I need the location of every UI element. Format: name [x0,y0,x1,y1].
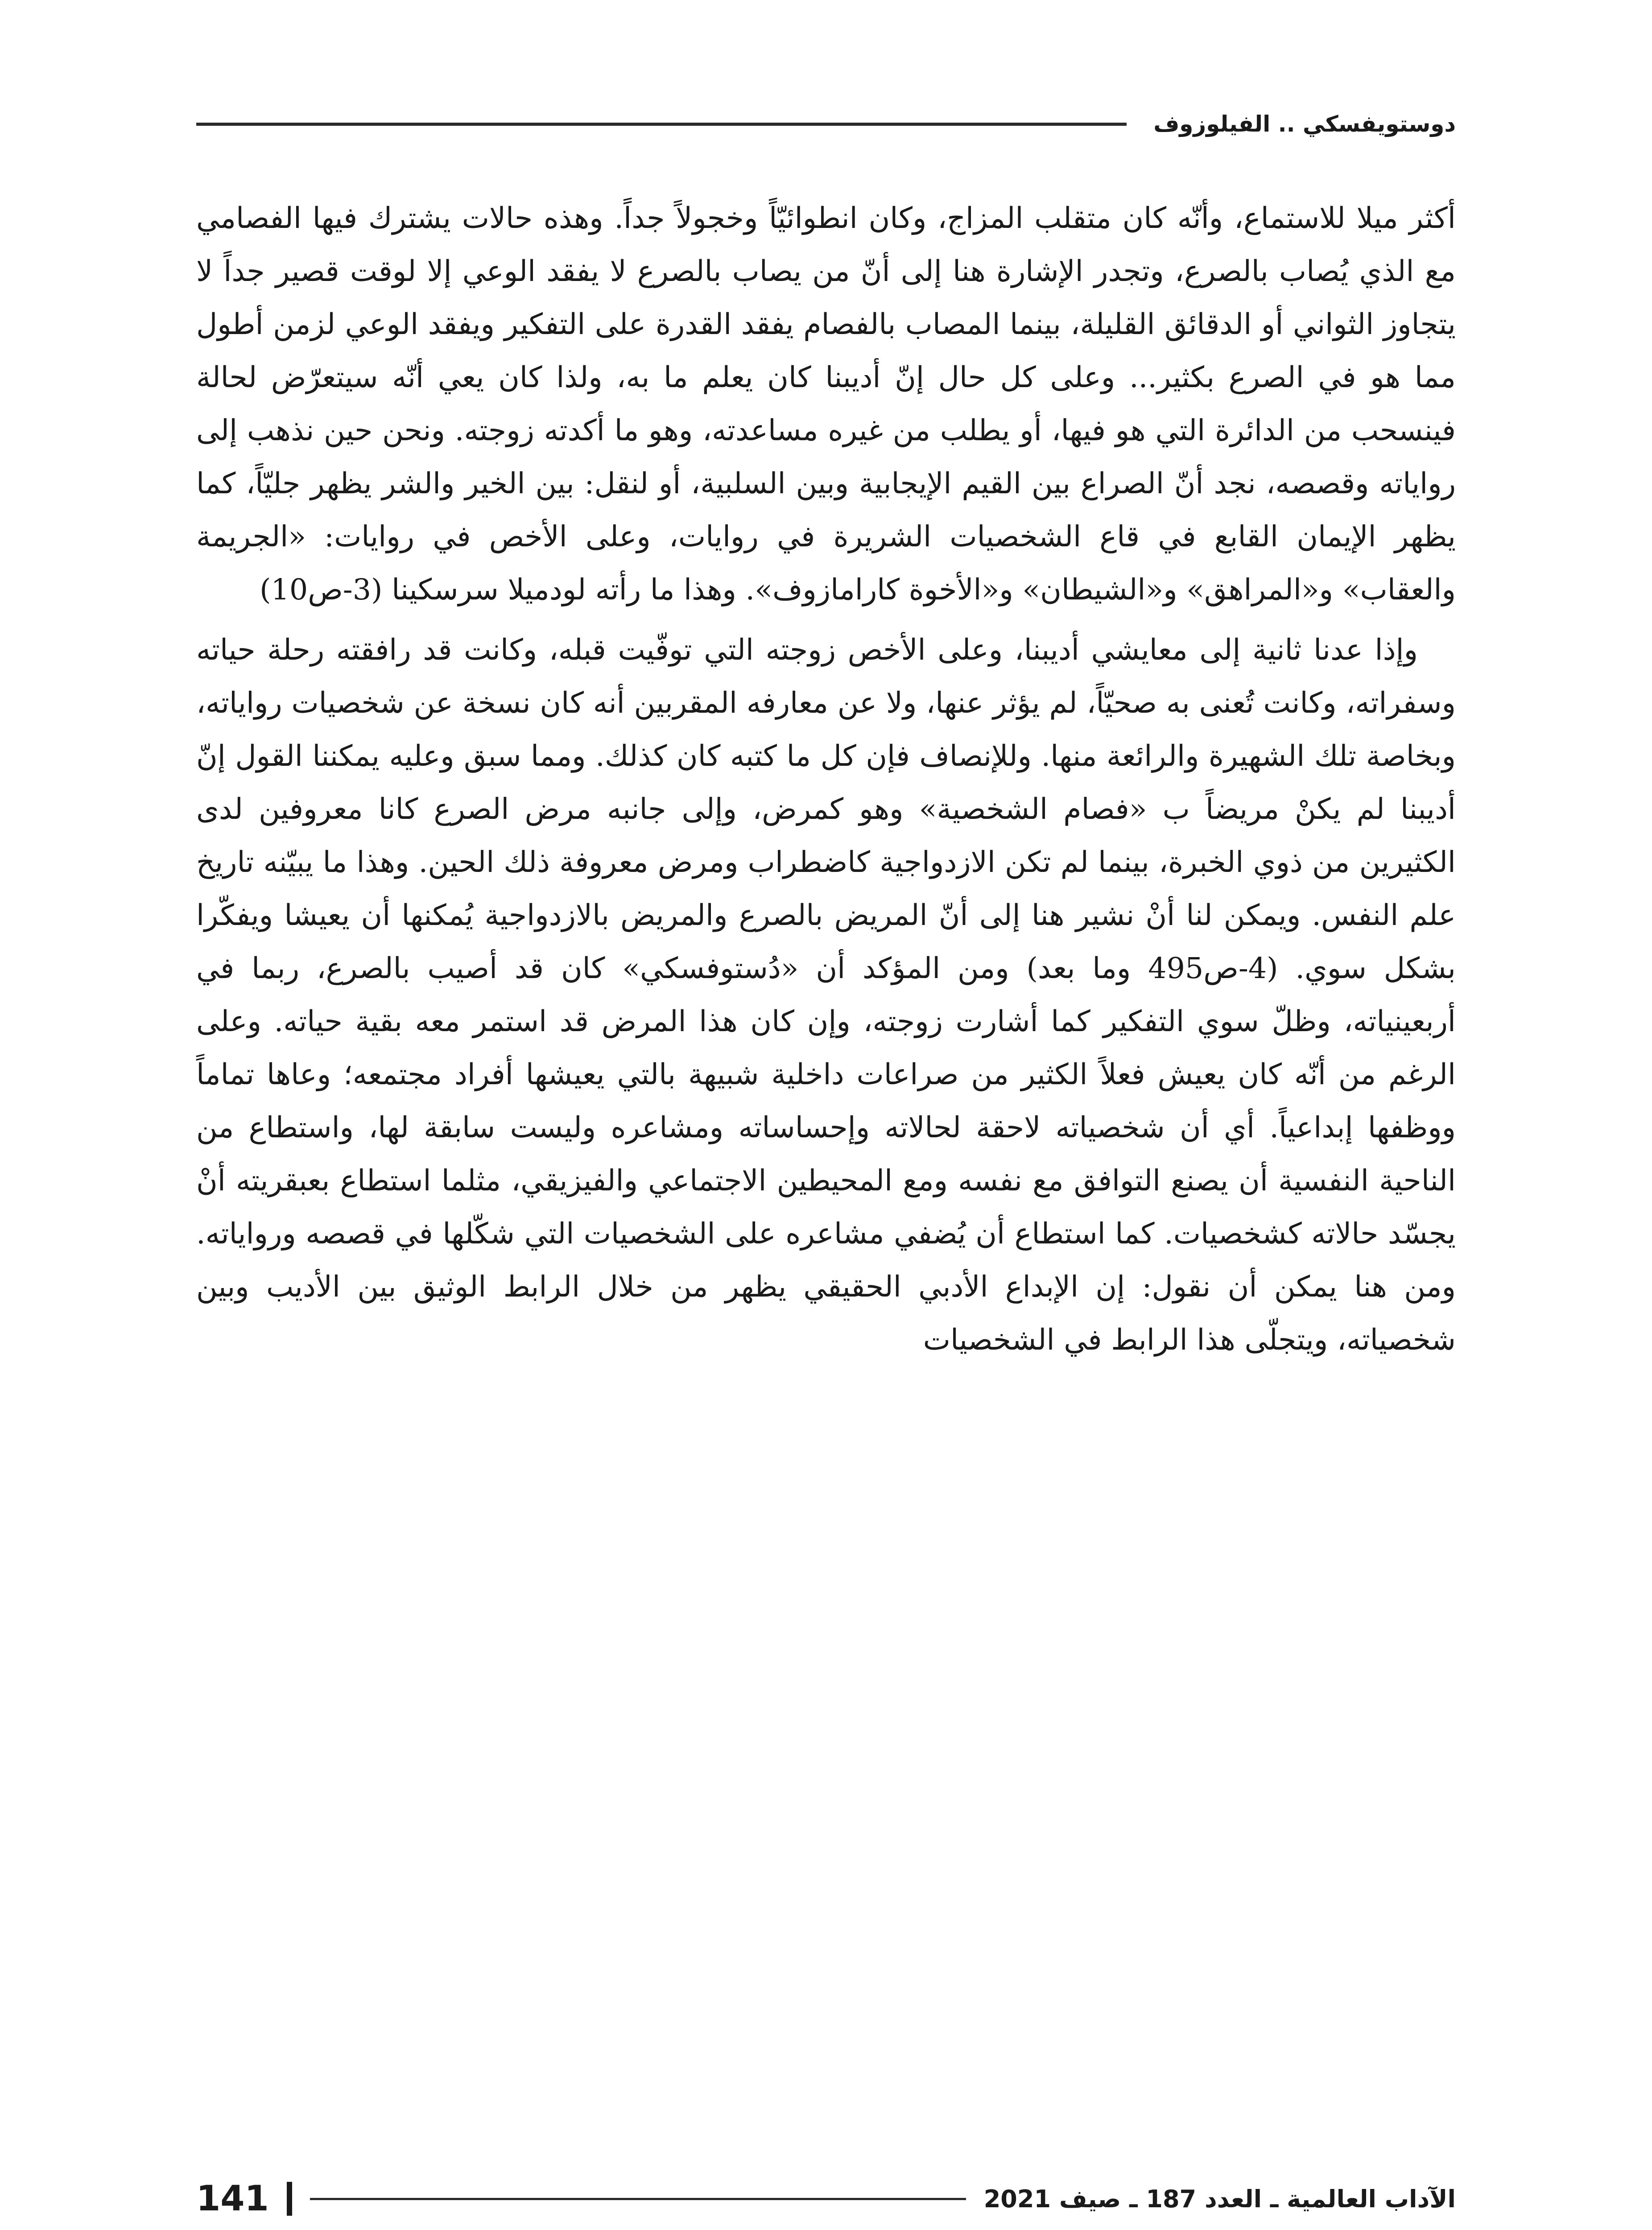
paragraph-2: وإذا عدنا ثانية إلى معايشي أديبنا، وعلى الأخص زوجته التي توفّيت قبله، وكانت قد رافقته رحلة حياته وسفراته، وكانت تُعنى به صحيّاً، لم يؤثر عنها، ولا عن معارفه المقربين أنه كان نسخة عن شخصيات رواياته، وبخاصة تلك الشهيرة والرائعة منها. وللإنصاف فإن كل ما كتبه كان كذلك. ومما سبق وعليه يمكننا القول إنّ أديبنا لم يكنْ مريضاً ب «فصام الشخصية» وهو كمرض، وإلى جانبه مرض الصرع كانا معروفين لدى الكثيرين من ذوي الخبرة، بينما لم تكن الازدواجية كاضطراب ومرض معروفة ذلك الحين. وهذا ما يبيّنه تاريخ علم النفس. ويمكن لنا أنْ نشير هنا إلى أنّ المريض بالصرع والمريض بالازدواجية يُمكنها أن يعيشا ويفكّرا بشكل سوي. (4-ص495 وما بعد) ومن المؤكد أن «دُستوفسكي» كان قد أصيب بالصرع، ربما في أربعينياته، وظلّ سوي التفكير كما أشارت زوجته، وإن كان هذا المرض قد استمر معه بقية حياته. وعلى الرغم من أنّه كان يعيش فعلاً الكثير من صراعات داخلية شبيهة بالتي يعيشها أفراد مجتمعه؛ وعاها تماماً ووظفها إبداعياً. أي أن شخصياته لاحقة لحالاته وإحساساته ومشاعره وليست سابقة لها، واستطاع من الناحية النفسية أن يصنع التوافق مع نفسه ومع المحيطين الاجتماعي والفيزيقي، مثلما استطاع بعبقريته أنْ يجسّد حالاته كشخصيات. كما استطاع أن يُضفي مشاعره على الشخصيات التي شكّلها في قصصه ورواياته. ومن هنا يمكن أن نقول: إن الإبداع الأدبي الحقيقي يظهر من خلال الرابط الوثيق بين الأديب وبين شخصياته، ويتجلّى هذا الرابط في الشخصيات [196,633,1456,1357]
page-header [196,106,1456,142]
footer-bar [287,2182,292,2216]
article-body [196,192,1456,1374]
paragraph-1: أكثر ميلا للاستماع، وأنّه كان متقلب المزاج، وكان انطوائيّاً وخجولاً جداً. وهذه حالات يشترك فيها الفصامي مع الذي يُصاب بالصرع، وتجدر الإشارة هنا إلى أنّ من يصاب بالصرع لا يفقد الوعي إلا لوقت قصير جداً لا يتجاوز الثواني أو الدقائق القليلة، بينما المصاب بالفصام يفقد القدرة على التفكير ويفقد الوعي لزمن أطول مما هو في الصرع بكثير... وعلى كل حال إنّ أديبنا كان يعلم ما به، ولذا كان يعي أنّه سيتعرّض لحالة فينسحب من الدائرة التي هو فيها، أو يطلب من غيره مساعدته، وهو ما أكدته زوجته. ونحن حين نذهب إلى رواياته وقصصه، نجد أنّ الصراع بين القيم الإيجابية وبين السلبية، أو لنقل: بين الخير والشر يظهر جليّاً، كما يظهر الإيمان القابع في قاع الشخصيات الشريرة في روايات، وعلى الأخص في روايات: «الجريمة والعقاب» و«المراهق» و«الشيطان» و«الأخوة كارامازوف». وهذا ما رأته لودميلا سرسكينا (3-ص10) [196,202,1456,607]
page-footer [196,2176,1456,2221]
page-number: 141 [196,2179,269,2219]
running-title: دوستويفسكي .. الفيلوزوف [1153,111,1456,137]
footer-rule [310,2198,966,2200]
header-rule [196,123,1127,126]
journal-issue: الآداب العالمية ـ العدد 187 ـ صيف 2021 [983,2185,1456,2213]
